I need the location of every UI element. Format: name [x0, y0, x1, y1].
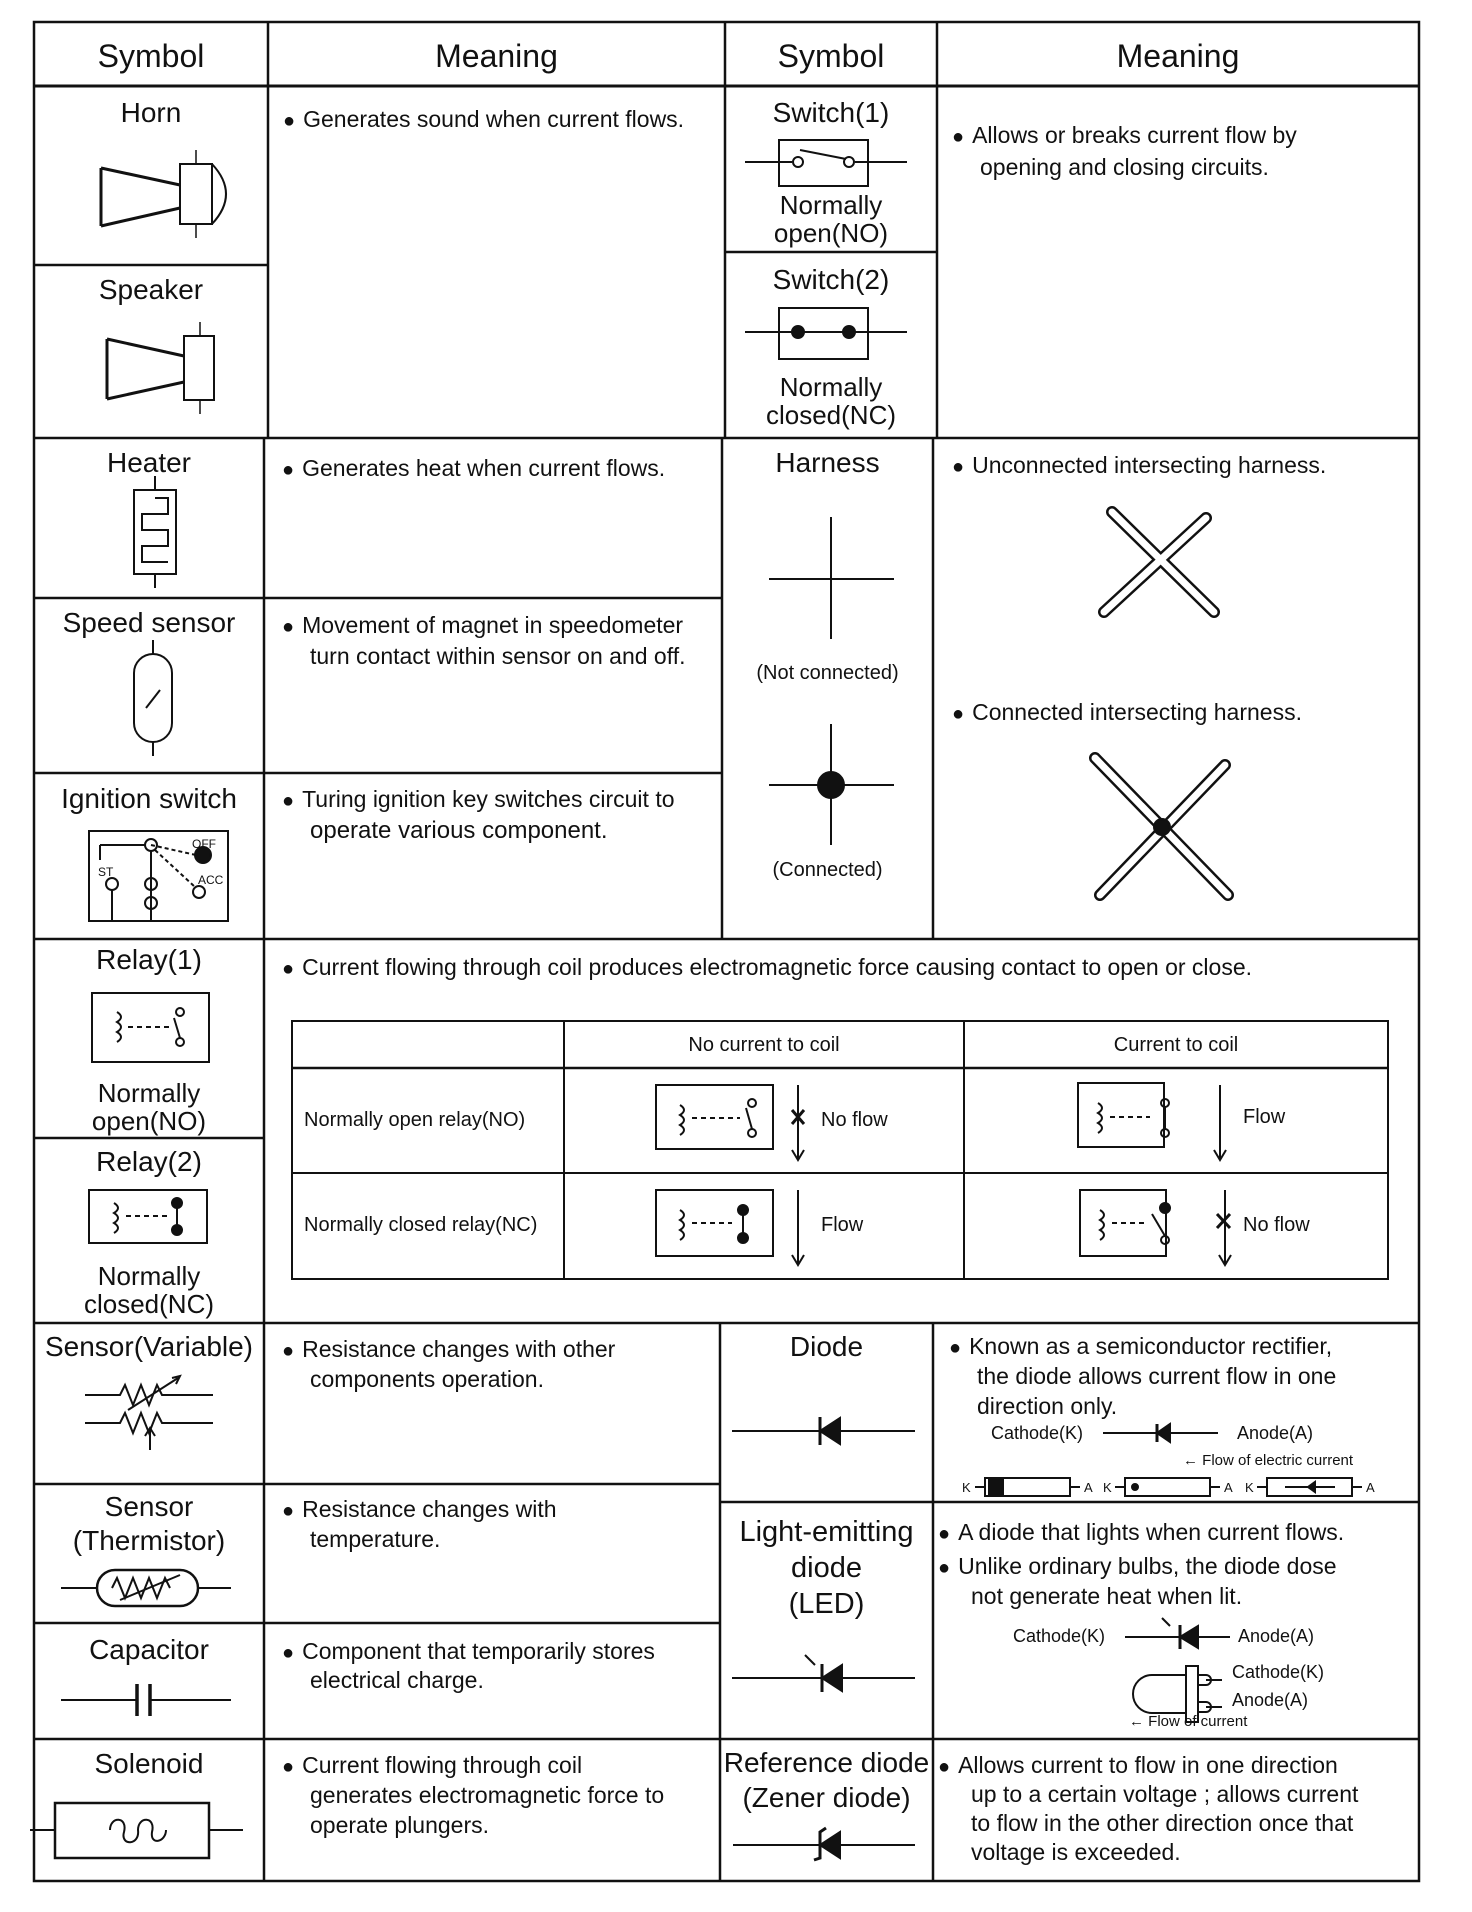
package3-k: K: [1245, 1480, 1254, 1495]
speed-sensor-label: Speed sensor: [62, 607, 236, 638]
heater-label: Heater: [106, 447, 192, 478]
thermistor-label-1: Sensor: [104, 1491, 194, 1522]
variable-sensor-symbol: [85, 1376, 213, 1450]
solenoid-meaning-3: operate plungers.: [310, 1812, 490, 1838]
led-label-1: Light-emitting: [739, 1516, 914, 1548]
capacitor-label: Capacitor: [89, 1634, 209, 1665]
harness-meaning-2: ● Connected intersecting harness.: [952, 697, 1302, 729]
zener-diode-symbol: [733, 1828, 915, 1860]
package1-k: K: [962, 1480, 971, 1495]
speed-sensor-meaning-1: ● Movement of magnet in speedometer: [282, 610, 683, 642]
thermistor-symbol: [61, 1570, 231, 1606]
led-meaning-2b: not generate heat when lit.: [971, 1583, 1243, 1609]
package2-a: A: [1224, 1480, 1233, 1495]
led-symbol: [732, 1655, 915, 1692]
diode-meaning-1: ● Known as a semiconductor rectifier,: [949, 1331, 1332, 1363]
harness-not-connected-label: (Not connected): [756, 662, 899, 684]
zener-meaning-4: voltage is exceeded.: [971, 1839, 1181, 1865]
led-flow-label: ← Flow of current: [1129, 1713, 1248, 1730]
solenoid-meaning-1: ● Current flowing through coil: [282, 1750, 582, 1782]
switch2-sub1: Normally: [779, 372, 883, 402]
thermistor-meaning-1: ● Resistance changes with: [282, 1494, 557, 1526]
switch-no-symbol: [745, 140, 907, 186]
package2-k: K: [1103, 1480, 1112, 1495]
variable-sensor-meaning-1: ● Resistance changes with other: [282, 1334, 615, 1366]
relay-table-header-current: Current to coil: [1113, 1034, 1239, 1056]
switch1-sub2: open(NO): [773, 218, 889, 248]
zener-label-1: Reference diode: [723, 1747, 930, 1778]
zener-meaning-2: up to a certain voltage ; allows current: [971, 1781, 1359, 1807]
package3-a: A: [1366, 1480, 1375, 1495]
relay1-sub2: open(NO): [91, 1106, 207, 1136]
diode-small-symbol: [1103, 1424, 1218, 1442]
zener-meaning-3: to flow in the other direction once that: [971, 1810, 1354, 1836]
horn-symbol: [101, 150, 226, 238]
relay-no-nocurrent-result: No flow: [821, 1109, 888, 1131]
switch-nc-symbol: [745, 308, 907, 359]
switch-meaning-line2: opening and closing circuits.: [980, 154, 1269, 180]
relay-meaning: ● Current flowing through coil produces electromagnetic force causing contact to open or close.: [282, 952, 1252, 984]
harness-connected-symbol: [769, 724, 894, 845]
solenoid-meaning-2: generates electromagnetic force to: [310, 1782, 665, 1808]
horn-label: Horn: [120, 97, 182, 128]
led-meaning-1: ● A diode that lights when current flows.: [938, 1517, 1344, 1549]
relay2-sub2: closed(NC): [83, 1289, 215, 1319]
speed-sensor-symbol: [134, 640, 172, 756]
package1-a: A: [1084, 1480, 1093, 1495]
led-label-3: (LED): [788, 1588, 865, 1620]
header-meaning-1: Meaning: [435, 38, 558, 74]
switch-meaning-line1: ● Allows or breaks current flow by: [952, 120, 1297, 152]
diode-packages: [975, 1478, 1362, 1496]
header-symbol-1: Symbol: [97, 38, 205, 74]
switch1-sub1: Normally: [779, 190, 883, 220]
relay1-sub1: Normally: [97, 1078, 201, 1108]
led-pictorial-anode: Anode(A): [1232, 1690, 1309, 1710]
diode-anode-label: Anode(A): [1237, 1423, 1314, 1443]
capacitor-meaning-1: ● Component that temporarily stores: [282, 1636, 655, 1668]
diode-label: Diode: [789, 1331, 864, 1362]
switch2-sub2: closed(NC): [765, 400, 897, 430]
led-anode-label: Anode(A): [1238, 1626, 1315, 1646]
harness-meaning-1: ● Unconnected intersecting harness.: [952, 450, 1326, 482]
led-label-2: diode: [791, 1552, 862, 1584]
ignition-off-label: OFF: [192, 837, 216, 851]
variable-sensor-label: Sensor(Variable): [44, 1331, 254, 1362]
harness-not-connected-symbol: [769, 517, 894, 639]
relay2-sub1: Normally: [97, 1261, 201, 1291]
relay2-label: Relay(2): [96, 1146, 202, 1177]
relay-no-current-result: Flow: [1243, 1106, 1286, 1128]
relay-nc-symbol: [89, 1190, 207, 1243]
ignition-meaning-2: operate various component.: [310, 817, 608, 844]
led-meaning-2a: ● Unlike ordinary bulbs, the diode dose: [938, 1551, 1337, 1583]
heater-meaning: ● Generates heat when current flows.: [282, 453, 665, 485]
ignition-meaning-1: ● Turing ignition key switches circuit to: [282, 784, 675, 816]
zener-meaning-1: ● Allows current to flow in one direction: [938, 1750, 1338, 1782]
relay-table-row-nc: Normally closed relay(NC): [304, 1214, 538, 1236]
led-cathode-label: Cathode(K): [1013, 1626, 1106, 1646]
speaker-symbol: [107, 322, 214, 414]
header-meaning-2: Meaning: [1116, 38, 1240, 74]
header-symbol-2: Symbol: [777, 38, 885, 74]
capacitor-meaning-2: electrical charge.: [310, 1667, 484, 1693]
diode-symbol: [732, 1417, 915, 1445]
relay-table-header-no-current: No current to coil: [688, 1034, 840, 1056]
switch1-label: Switch(1): [772, 97, 890, 128]
switch2-label: Switch(2): [772, 264, 890, 295]
ignition-acc-label: ACC: [198, 873, 224, 887]
ignition-st-label: ST: [98, 865, 114, 879]
solenoid-symbol: [30, 1803, 243, 1858]
thermistor-meaning-2: temperature.: [310, 1526, 441, 1552]
diode-cathode-label: Cathode(K): [991, 1423, 1084, 1443]
relay-inner-table-grid: [292, 1021, 1388, 1279]
thermistor-label-2: (Thermistor): [72, 1525, 226, 1556]
solenoid-label: Solenoid: [94, 1748, 204, 1779]
relay-nc-nocurrent-result: Flow: [821, 1214, 864, 1236]
speed-sensor-meaning-2: turn contact within sensor on and off.: [310, 643, 686, 669]
diode-flow-label: ← Flow of electric current: [1183, 1452, 1354, 1469]
heater-symbol: [134, 476, 176, 588]
ignition-switch-label: Ignition switch: [61, 783, 237, 814]
horn-meaning: ● Generates sound when current flows.: [283, 104, 684, 136]
speaker-label: Speaker: [98, 274, 204, 305]
harness-label: Harness: [775, 447, 880, 478]
led-pictorial-cathode: Cathode(K): [1232, 1662, 1325, 1682]
diode-meaning-3: direction only.: [977, 1393, 1118, 1419]
harness-connected-label: (Connected): [772, 859, 883, 881]
capacitor-symbol: [61, 1684, 231, 1716]
diode-meaning-2: the diode allows current flow in one: [977, 1363, 1337, 1389]
relay1-label: Relay(1): [96, 944, 202, 975]
relay-no-symbol: [92, 993, 209, 1062]
relay-nc-current-result: No flow: [1243, 1214, 1310, 1236]
zener-label-2: (Zener diode): [742, 1782, 911, 1813]
variable-sensor-meaning-2: components operation.: [310, 1366, 544, 1392]
relay-table-row-no: Normally open relay(NO): [304, 1109, 526, 1131]
led-small-symbol: [1125, 1618, 1230, 1649]
